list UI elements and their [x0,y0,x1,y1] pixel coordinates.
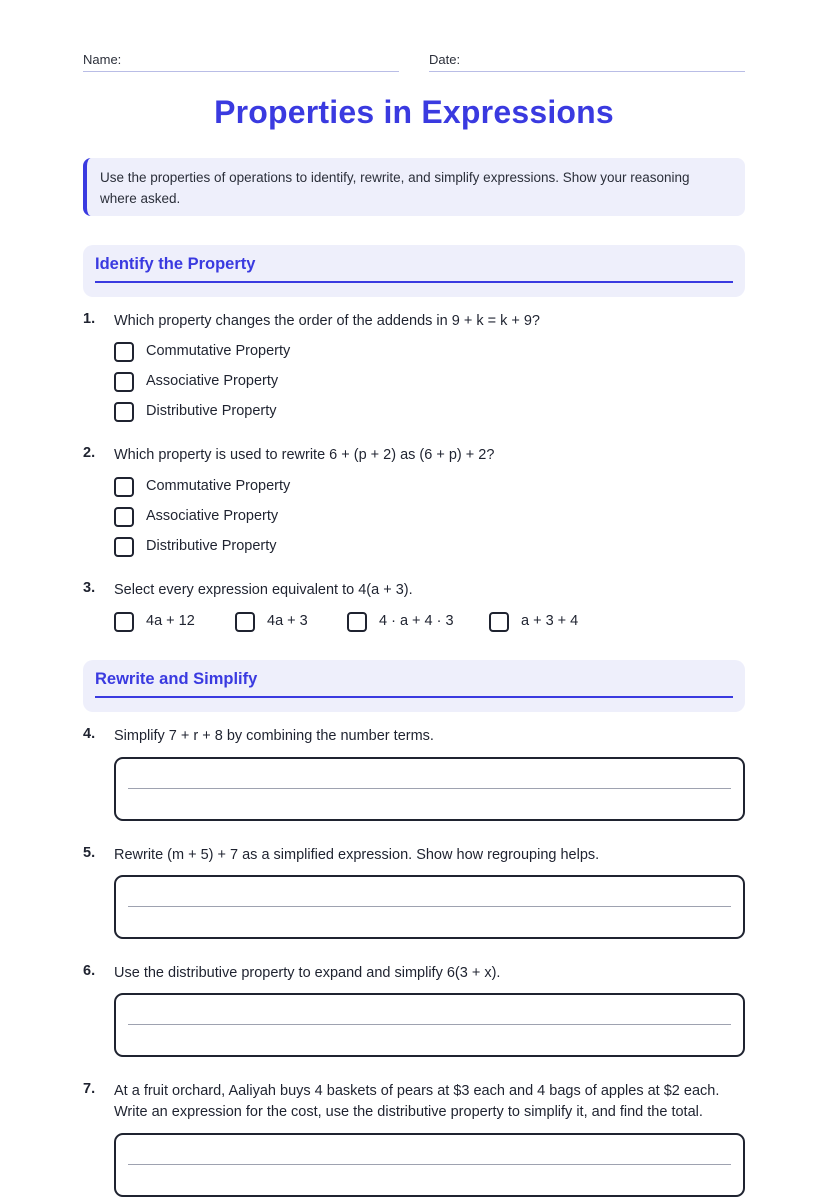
checkbox[interactable] [114,612,134,632]
section-rule [95,281,733,283]
answer-line [128,906,731,907]
option-label: Associative Property [146,508,279,524]
question-number: 3. [83,580,96,596]
option-label: Commutative Property [146,343,291,359]
answer-line [128,1164,731,1165]
checkbox[interactable] [114,537,134,557]
option-label: a + 3 + 4 [521,613,579,629]
checkbox[interactable] [114,342,134,362]
checkbox[interactable] [114,477,134,497]
question-text: Use the distributive property to expand and simplify 6(3 + x). [114,965,501,981]
checkbox[interactable] [114,372,134,392]
date-field[interactable] [429,52,745,67]
section-title: Rewrite and Simplify [95,670,258,688]
answer-line [128,788,731,789]
section-rewrite-simplify [83,660,745,712]
question-text: At a fruit orchard, Aaliyah buys 4 baskets of pears at $3 each and 4 bags of apples at $2 each. Write an expression for the cost, use the distributive property to simplify it, and find the total. [114,1083,720,1120]
header-fields [83,52,745,74]
section-rule [95,696,733,698]
name-field[interactable] [83,52,399,67]
date-label: Date: [429,52,461,67]
answer-box-q7[interactable] [114,1133,745,1197]
checkbox[interactable] [347,612,367,632]
section-identify-property [83,245,745,297]
page-title: Properties in Expressions [214,94,614,130]
checkbox[interactable] [489,612,509,632]
instructions-box [83,158,745,216]
answer-line [128,1024,731,1025]
option-label: Distributive Property [146,403,277,419]
option-label: Commutative Property [146,478,291,494]
question-number: 7. [83,1081,96,1097]
section-title: Identify the Property [95,255,256,273]
option-label: 4a + 12 [146,613,195,629]
question-number: 5. [83,845,96,861]
name-line [83,71,399,72]
option-label: Associative Property [146,373,279,389]
checkbox[interactable] [114,402,134,422]
option-label: 4 · a + 4 · 3 [379,613,454,629]
answer-box-q6[interactable] [114,993,745,1057]
question-text: Which property changes the order of the addends in 9 + k = k + 9? [114,313,541,329]
option-label: Distributive Property [146,538,277,554]
checkbox[interactable] [235,612,255,632]
instructions-text: Use the properties of operations to identify, rewrite, and simplify expressions. Show your reasoning where asked. [100,170,690,206]
question-number: 2. [83,445,96,461]
answer-box-q4[interactable] [114,757,745,821]
option-label: 4a + 3 [267,613,308,629]
question-number: 1. [83,311,96,327]
question-text: Simplify 7 + r + 8 by combining the number terms. [114,728,434,744]
answer-box-q5[interactable] [114,875,745,939]
checkbox[interactable] [114,507,134,527]
date-line [429,71,745,72]
question-text: Select every expression equivalent to 4(a + 3). [114,582,413,598]
question-text: Rewrite (m + 5) + 7 as a simplified expression. Show how regrouping helps. [114,847,600,863]
question-number: 6. [83,963,96,979]
question-number: 4. [83,726,96,742]
question-text: Which property is used to rewrite 6 + (p + 2) as (6 + p) + 2? [114,447,495,463]
name-label: Name: [83,52,122,67]
